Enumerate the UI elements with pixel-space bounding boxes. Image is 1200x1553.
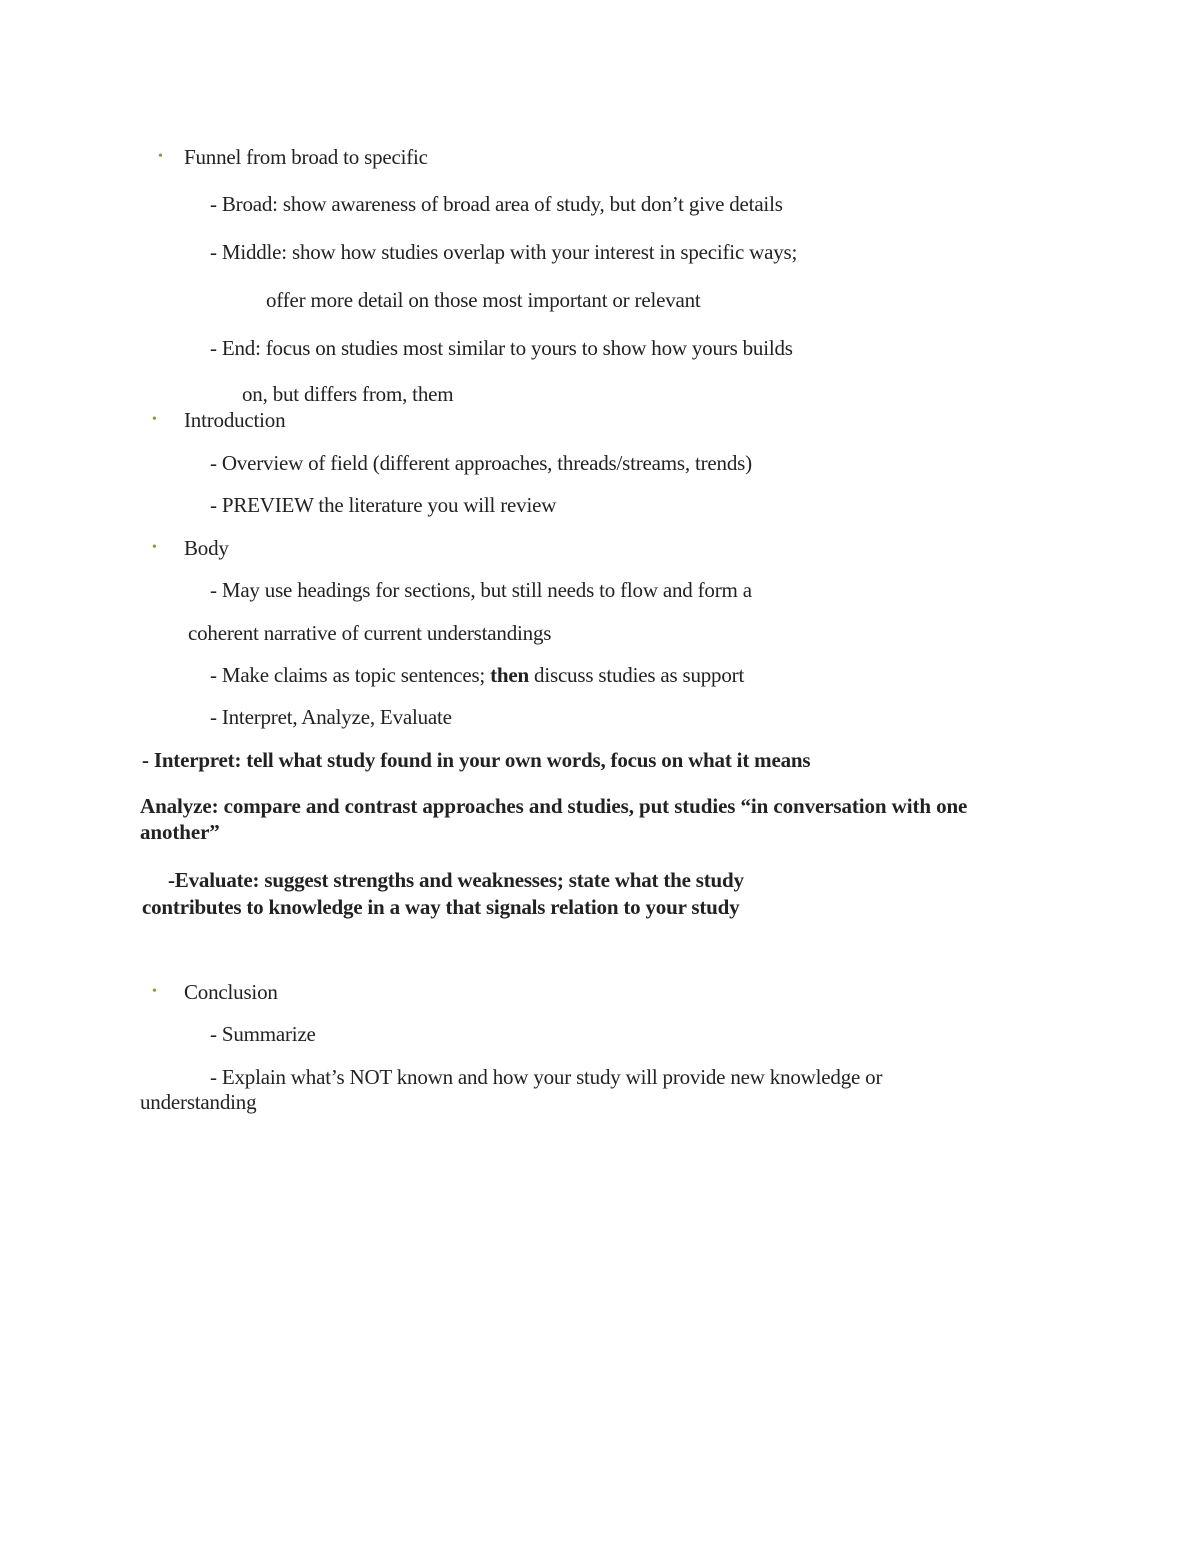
introduction-overview: - Overview of field (different approaches, threads/streams, trends) bbox=[210, 451, 752, 475]
body-claims-end: discuss studies as support bbox=[528, 663, 745, 687]
funnel-broad: - Broad: show awareness of broad area of study, but don’t give details bbox=[210, 192, 783, 216]
bullet-conclusion: • bbox=[152, 984, 157, 999]
analyze-definition: Analyze: compare and contrast approaches and studies, put studies “in conversation with one another” bbox=[140, 794, 968, 844]
funnel-end-line-1: - End: focus on studies most similar to yours to show how yours builds bbox=[210, 336, 793, 360]
conclusion-summarize: - Summarize bbox=[210, 1022, 316, 1046]
body-headings-line-2: coherent narrative of current understandings bbox=[188, 621, 552, 645]
evaluate-definition-line-2: contributes to knowledge in a way that signals relation to your study bbox=[142, 895, 740, 919]
body-claims bbox=[210, 662, 744, 688]
conclusion-heading: Conclusion bbox=[184, 980, 278, 1004]
funnel-end-line-2: on, but differs from, them bbox=[242, 382, 454, 406]
bullet-introduction: • bbox=[152, 412, 157, 427]
body-interpret-analyze-evaluate: - Interpret, Analyze, Evaluate bbox=[210, 705, 452, 729]
body-heading: Body bbox=[184, 536, 229, 560]
evaluate-definition-line-1: -Evaluate: suggest strengths and weaknesses; state what the study bbox=[168, 868, 744, 892]
body-headings-line-1: - May use headings for sections, but still needs to flow and form a bbox=[210, 578, 752, 602]
bullet-funnel: • bbox=[158, 149, 163, 164]
funnel-middle-line-2: offer more detail on those most important or relevant bbox=[266, 288, 701, 312]
introduction-preview: - PREVIEW the literature you will review bbox=[210, 493, 557, 517]
funnel-heading: Funnel from broad to specific bbox=[184, 145, 428, 169]
funnel-middle-line-1: - Middle: show how studies overlap with your interest in specific ways; bbox=[210, 240, 798, 264]
body-claims-start: - Make claims as topic sentences; bbox=[210, 663, 491, 687]
introduction-heading: Introduction bbox=[184, 408, 286, 432]
body-claims-then: then bbox=[490, 663, 529, 687]
interpret-definition: - Interpret: tell what study found in your own words, focus on what it means bbox=[142, 748, 811, 772]
conclusion-explain-line-2: understanding bbox=[140, 1090, 257, 1114]
bullet-body: • bbox=[152, 540, 157, 555]
conclusion-explain-line-1: - Explain what’s NOT known and how your study will provide new knowledge or bbox=[210, 1065, 883, 1089]
